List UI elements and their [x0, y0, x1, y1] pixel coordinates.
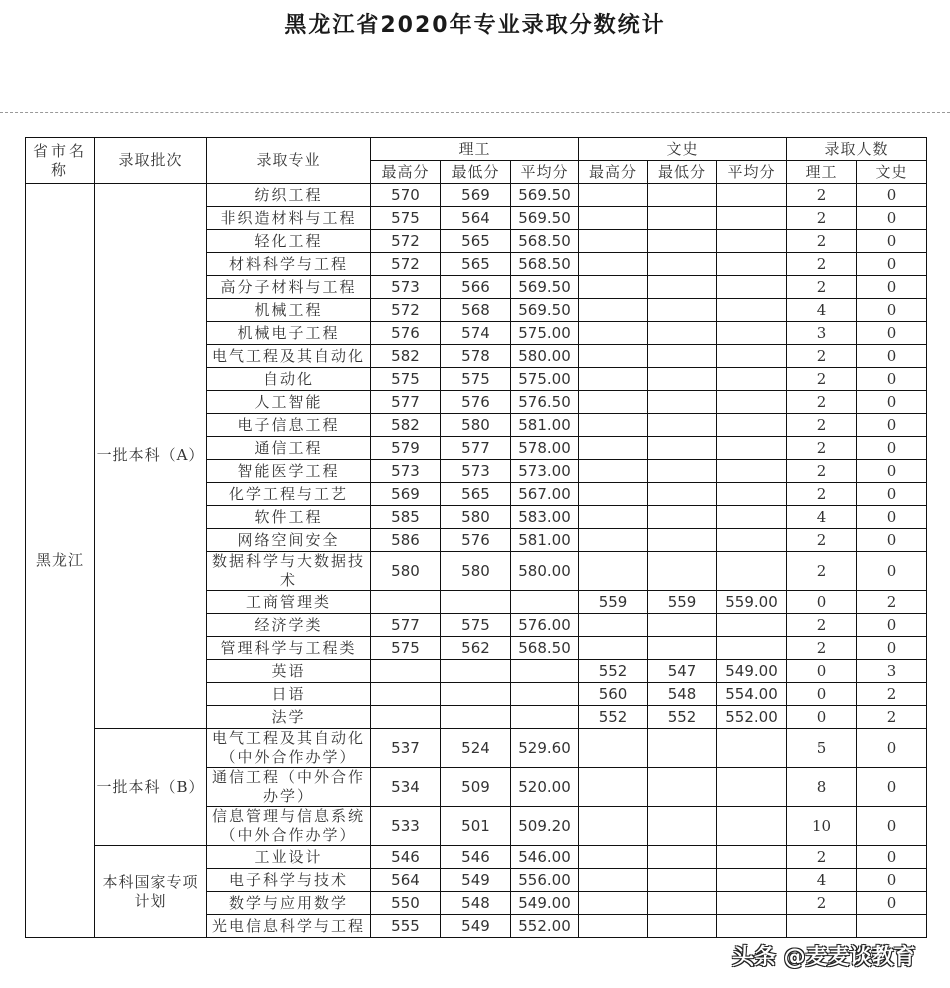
enroll-arts-cell: 0 — [857, 253, 927, 276]
enroll-science-cell: 8 — [787, 768, 857, 807]
science-max-cell — [371, 591, 441, 614]
science-max-cell: 569 — [371, 483, 441, 506]
arts-avg-cell — [717, 322, 787, 345]
arts-avg-cell — [717, 207, 787, 230]
enroll-science-cell: 2 — [787, 276, 857, 299]
science-min-cell: 565 — [441, 253, 511, 276]
major-cell: 数学与应用数学 — [207, 892, 371, 915]
header-enroll-group: 录取人数 — [787, 138, 927, 161]
science-avg-cell: 576.00 — [511, 614, 579, 637]
science-max-cell: 577 — [371, 614, 441, 637]
enroll-science-cell: 0 — [787, 683, 857, 706]
science-avg-cell: 549.00 — [511, 892, 579, 915]
enroll-arts-cell: 0 — [857, 322, 927, 345]
enroll-science-cell — [787, 915, 857, 938]
science-max-cell: 586 — [371, 529, 441, 552]
arts-avg-cell — [717, 253, 787, 276]
science-max-cell: 572 — [371, 230, 441, 253]
science-avg-cell: 581.00 — [511, 414, 579, 437]
science-min-cell: 576 — [441, 529, 511, 552]
enroll-science-cell: 4 — [787, 869, 857, 892]
major-cell: 网络空间安全 — [207, 529, 371, 552]
science-min-cell: 578 — [441, 345, 511, 368]
science-max-cell — [371, 683, 441, 706]
enroll-arts-cell: 0 — [857, 892, 927, 915]
arts-min-cell — [648, 637, 717, 660]
enroll-science-cell: 0 — [787, 706, 857, 729]
major-cell: 经济学类 — [207, 614, 371, 637]
header-arts-max: 最高分 — [579, 161, 648, 184]
enroll-science-cell: 0 — [787, 660, 857, 683]
science-avg-cell: 552.00 — [511, 915, 579, 938]
enroll-arts-cell: 0 — [857, 368, 927, 391]
science-min-cell — [441, 591, 511, 614]
science-min-cell — [441, 706, 511, 729]
major-cell: 轻化工程 — [207, 230, 371, 253]
science-avg-cell: 529.60 — [511, 729, 579, 768]
science-avg-cell — [511, 706, 579, 729]
arts-max-cell — [579, 637, 648, 660]
science-avg-cell — [511, 683, 579, 706]
science-min-cell: 577 — [441, 437, 511, 460]
enroll-arts-cell: 3 — [857, 660, 927, 683]
science-min-cell: 576 — [441, 391, 511, 414]
major-cell: 智能医学工程 — [207, 460, 371, 483]
science-max-cell: 570 — [371, 184, 441, 207]
major-cell: 工商管理类 — [207, 591, 371, 614]
arts-avg-cell: 559.00 — [717, 591, 787, 614]
arts-min-cell: 547 — [648, 660, 717, 683]
arts-min-cell: 559 — [648, 591, 717, 614]
science-min-cell — [441, 683, 511, 706]
arts-max-cell — [579, 368, 648, 391]
arts-max-cell — [579, 869, 648, 892]
science-max-cell: 534 — [371, 768, 441, 807]
arts-avg-cell — [717, 614, 787, 637]
science-min-cell: 569 — [441, 184, 511, 207]
enroll-science-cell: 10 — [787, 807, 857, 846]
arts-min-cell — [648, 322, 717, 345]
arts-max-cell — [579, 846, 648, 869]
arts-min-cell — [648, 869, 717, 892]
science-avg-cell: 567.00 — [511, 483, 579, 506]
arts-max-cell — [579, 276, 648, 299]
major-cell: 电子科学与技术 — [207, 869, 371, 892]
science-avg-cell: 575.00 — [511, 322, 579, 345]
major-cell: 数据科学与大数据技术 — [207, 552, 371, 591]
enroll-arts-cell: 0 — [857, 483, 927, 506]
enroll-science-cell: 2 — [787, 253, 857, 276]
science-max-cell: 575 — [371, 207, 441, 230]
major-cell: 电子信息工程 — [207, 414, 371, 437]
major-cell: 电气工程及其自动化（中外合作办学） — [207, 729, 371, 768]
science-max-cell: 575 — [371, 637, 441, 660]
science-avg-cell: 573.00 — [511, 460, 579, 483]
science-min-cell: 580 — [441, 506, 511, 529]
arts-min-cell — [648, 846, 717, 869]
enroll-arts-cell: 0 — [857, 807, 927, 846]
science-avg-cell — [511, 660, 579, 683]
arts-min-cell — [648, 552, 717, 591]
arts-min-cell — [648, 768, 717, 807]
arts-avg-cell — [717, 368, 787, 391]
science-avg-cell: 509.20 — [511, 807, 579, 846]
header-province: 省市名称 — [26, 138, 95, 184]
enroll-arts-cell: 0 — [857, 637, 927, 660]
science-min-cell: 562 — [441, 637, 511, 660]
science-max-cell: 572 — [371, 299, 441, 322]
arts-avg-cell — [717, 345, 787, 368]
arts-avg-cell — [717, 414, 787, 437]
science-max-cell: 577 — [371, 391, 441, 414]
science-max-cell: 579 — [371, 437, 441, 460]
arts-min-cell — [648, 207, 717, 230]
enroll-science-cell: 5 — [787, 729, 857, 768]
science-min-cell: 575 — [441, 368, 511, 391]
arts-min-cell — [648, 368, 717, 391]
science-avg-cell: 578.00 — [511, 437, 579, 460]
science-max-cell: 585 — [371, 506, 441, 529]
enroll-arts-cell: 0 — [857, 230, 927, 253]
arts-max-cell — [579, 414, 648, 437]
header-science-min: 最低分 — [441, 161, 511, 184]
table-row — [26, 184, 927, 207]
enroll-arts-cell: 0 — [857, 345, 927, 368]
header-enroll-arts: 文史 — [857, 161, 927, 184]
arts-max-cell — [579, 345, 648, 368]
arts-min-cell: 548 — [648, 683, 717, 706]
major-cell: 工业设计 — [207, 846, 371, 869]
enroll-science-cell: 2 — [787, 345, 857, 368]
enroll-arts-cell: 2 — [857, 591, 927, 614]
science-min-cell: 575 — [441, 614, 511, 637]
science-min-cell: 566 — [441, 276, 511, 299]
enroll-science-cell: 2 — [787, 846, 857, 869]
arts-min-cell — [648, 391, 717, 414]
arts-min-cell — [648, 483, 717, 506]
arts-min-cell — [648, 276, 717, 299]
science-avg-cell: 568.50 — [511, 253, 579, 276]
major-cell: 通信工程（中外合作办学） — [207, 768, 371, 807]
arts-avg-cell: 552.00 — [717, 706, 787, 729]
major-cell: 化学工程与工艺 — [207, 483, 371, 506]
science-avg-cell: 568.50 — [511, 637, 579, 660]
arts-max-cell — [579, 506, 648, 529]
science-min-cell: 580 — [441, 552, 511, 591]
table-row — [26, 729, 927, 768]
major-cell: 信息管理与信息系统（中外合作办学） — [207, 807, 371, 846]
header-science-group: 理工 — [371, 138, 579, 161]
arts-avg-cell: 549.00 — [717, 660, 787, 683]
arts-avg-cell — [717, 552, 787, 591]
science-min-cell: 501 — [441, 807, 511, 846]
arts-max-cell — [579, 768, 648, 807]
arts-min-cell — [648, 184, 717, 207]
science-avg-cell: 575.00 — [511, 368, 579, 391]
header-enroll-science: 理工 — [787, 161, 857, 184]
enroll-arts-cell: 2 — [857, 706, 927, 729]
science-max-cell: 582 — [371, 414, 441, 437]
arts-max-cell: 560 — [579, 683, 648, 706]
enroll-science-cell: 2 — [787, 391, 857, 414]
enroll-science-cell: 0 — [787, 591, 857, 614]
arts-max-cell — [579, 322, 648, 345]
arts-max-cell — [579, 483, 648, 506]
arts-max-cell — [579, 207, 648, 230]
enroll-science-cell: 4 — [787, 299, 857, 322]
enroll-arts-cell: 0 — [857, 552, 927, 591]
arts-avg-cell — [717, 437, 787, 460]
science-min-cell: 548 — [441, 892, 511, 915]
science-max-cell: 550 — [371, 892, 441, 915]
science-avg-cell — [511, 591, 579, 614]
science-avg-cell: 583.00 — [511, 506, 579, 529]
header-major: 录取专业 — [207, 138, 371, 184]
watermark: 头条 @麦麦谈教育 — [732, 945, 916, 970]
science-max-cell: 546 — [371, 846, 441, 869]
dashed-divider — [0, 112, 950, 113]
science-min-cell: 509 — [441, 768, 511, 807]
enroll-science-cell: 2 — [787, 529, 857, 552]
science-max-cell: 537 — [371, 729, 441, 768]
science-avg-cell: 569.50 — [511, 184, 579, 207]
science-max-cell — [371, 660, 441, 683]
enroll-science-cell: 2 — [787, 437, 857, 460]
science-min-cell: 573 — [441, 460, 511, 483]
enroll-arts-cell: 0 — [857, 846, 927, 869]
science-min-cell: 524 — [441, 729, 511, 768]
enroll-science-cell: 2 — [787, 184, 857, 207]
science-avg-cell: 581.00 — [511, 529, 579, 552]
province-cell: 黑龙江 — [26, 184, 95, 938]
enroll-science-cell: 2 — [787, 368, 857, 391]
enroll-science-cell: 2 — [787, 483, 857, 506]
science-min-cell — [441, 660, 511, 683]
major-cell: 软件工程 — [207, 506, 371, 529]
science-max-cell: 564 — [371, 869, 441, 892]
arts-max-cell: 559 — [579, 591, 648, 614]
arts-max-cell — [579, 729, 648, 768]
science-min-cell: 546 — [441, 846, 511, 869]
science-min-cell: 574 — [441, 322, 511, 345]
arts-max-cell — [579, 299, 648, 322]
enroll-science-cell: 3 — [787, 322, 857, 345]
arts-min-cell — [648, 892, 717, 915]
arts-avg-cell — [717, 506, 787, 529]
arts-min-cell — [648, 807, 717, 846]
arts-min-cell — [648, 460, 717, 483]
arts-avg-cell — [717, 391, 787, 414]
arts-min-cell — [648, 729, 717, 768]
science-max-cell: 575 — [371, 368, 441, 391]
science-max-cell: 576 — [371, 322, 441, 345]
enroll-science-cell: 2 — [787, 460, 857, 483]
enroll-arts-cell: 0 — [857, 299, 927, 322]
arts-max-cell — [579, 529, 648, 552]
enroll-arts-cell: 0 — [857, 506, 927, 529]
enroll-arts-cell: 0 — [857, 414, 927, 437]
enroll-science-cell: 2 — [787, 230, 857, 253]
science-min-cell: 565 — [441, 483, 511, 506]
table-body — [26, 184, 927, 938]
enroll-arts-cell: 0 — [857, 869, 927, 892]
arts-avg-cell — [717, 637, 787, 660]
batch-cell: 本科国家专项计划 — [95, 846, 207, 938]
arts-min-cell — [648, 299, 717, 322]
arts-max-cell: 552 — [579, 706, 648, 729]
arts-min-cell — [648, 253, 717, 276]
science-max-cell: 582 — [371, 345, 441, 368]
batch-cell: 一批本科（B） — [95, 729, 207, 846]
science-avg-cell: 556.00 — [511, 869, 579, 892]
arts-avg-cell — [717, 483, 787, 506]
enroll-arts-cell: 0 — [857, 276, 927, 299]
arts-avg-cell — [717, 892, 787, 915]
major-cell: 通信工程 — [207, 437, 371, 460]
arts-min-cell — [648, 529, 717, 552]
arts-avg-cell — [717, 529, 787, 552]
arts-avg-cell — [717, 276, 787, 299]
arts-avg-cell — [717, 230, 787, 253]
science-avg-cell: 569.50 — [511, 299, 579, 322]
enroll-arts-cell: 0 — [857, 184, 927, 207]
enroll-science-cell: 2 — [787, 414, 857, 437]
science-max-cell: 573 — [371, 460, 441, 483]
arts-avg-cell — [717, 846, 787, 869]
enroll-arts-cell: 0 — [857, 729, 927, 768]
major-cell: 纺织工程 — [207, 184, 371, 207]
major-cell: 人工智能 — [207, 391, 371, 414]
enroll-arts-cell: 0 — [857, 768, 927, 807]
arts-min-cell — [648, 614, 717, 637]
science-min-cell: 568 — [441, 299, 511, 322]
major-cell: 日语 — [207, 683, 371, 706]
arts-avg-cell — [717, 869, 787, 892]
arts-avg-cell — [717, 460, 787, 483]
header-row-1 — [26, 138, 927, 161]
arts-avg-cell — [717, 915, 787, 938]
science-avg-cell: 546.00 — [511, 846, 579, 869]
science-avg-cell: 569.50 — [511, 276, 579, 299]
science-max-cell: 533 — [371, 807, 441, 846]
page-title: 黑龙江省2020年专业录取分数统计 — [284, 13, 666, 38]
arts-avg-cell — [717, 184, 787, 207]
header-science-avg: 平均分 — [511, 161, 579, 184]
arts-max-cell — [579, 253, 648, 276]
arts-max-cell — [579, 807, 648, 846]
arts-avg-cell: 554.00 — [717, 683, 787, 706]
major-cell: 高分子材料与工程 — [207, 276, 371, 299]
science-min-cell: 549 — [441, 915, 511, 938]
science-avg-cell: 520.00 — [511, 768, 579, 807]
enroll-arts-cell: 2 — [857, 683, 927, 706]
enroll-arts-cell: 0 — [857, 391, 927, 414]
table-row — [26, 846, 927, 869]
arts-max-cell — [579, 437, 648, 460]
enroll-arts-cell: 0 — [857, 460, 927, 483]
science-min-cell: 564 — [441, 207, 511, 230]
arts-max-cell — [579, 184, 648, 207]
enroll-science-cell: 2 — [787, 207, 857, 230]
header-arts-group: 文史 — [579, 138, 787, 161]
science-max-cell: 573 — [371, 276, 441, 299]
science-max-cell: 555 — [371, 915, 441, 938]
arts-avg-cell — [717, 299, 787, 322]
arts-max-cell — [579, 915, 648, 938]
science-avg-cell: 569.50 — [511, 207, 579, 230]
arts-avg-cell — [717, 729, 787, 768]
arts-max-cell — [579, 460, 648, 483]
arts-min-cell — [648, 230, 717, 253]
enroll-science-cell: 2 — [787, 637, 857, 660]
arts-min-cell — [648, 345, 717, 368]
enroll-arts-cell: 0 — [857, 437, 927, 460]
science-avg-cell: 568.50 — [511, 230, 579, 253]
science-avg-cell: 580.00 — [511, 552, 579, 591]
arts-max-cell — [579, 892, 648, 915]
arts-min-cell — [648, 437, 717, 460]
science-avg-cell: 580.00 — [511, 345, 579, 368]
science-max-cell: 572 — [371, 253, 441, 276]
major-cell: 机械工程 — [207, 299, 371, 322]
arts-max-cell — [579, 391, 648, 414]
science-min-cell: 580 — [441, 414, 511, 437]
arts-avg-cell — [717, 807, 787, 846]
science-min-cell: 565 — [441, 230, 511, 253]
enroll-arts-cell: 0 — [857, 529, 927, 552]
major-cell: 法学 — [207, 706, 371, 729]
enroll-science-cell: 2 — [787, 614, 857, 637]
header-batch: 录取批次 — [95, 138, 207, 184]
arts-max-cell — [579, 552, 648, 591]
arts-max-cell — [579, 230, 648, 253]
arts-max-cell — [579, 614, 648, 637]
major-cell: 管理科学与工程类 — [207, 637, 371, 660]
science-avg-cell: 576.50 — [511, 391, 579, 414]
header-science-max: 最高分 — [371, 161, 441, 184]
arts-max-cell: 552 — [579, 660, 648, 683]
science-min-cell: 549 — [441, 869, 511, 892]
batch-cell: 一批本科（A） — [95, 184, 207, 729]
arts-min-cell — [648, 506, 717, 529]
major-cell: 电气工程及其自动化 — [207, 345, 371, 368]
major-cell: 材料科学与工程 — [207, 253, 371, 276]
arts-min-cell — [648, 915, 717, 938]
major-cell: 英语 — [207, 660, 371, 683]
enroll-science-cell: 2 — [787, 892, 857, 915]
major-cell: 非织造材料与工程 — [207, 207, 371, 230]
header-arts-avg: 平均分 — [717, 161, 787, 184]
arts-min-cell: 552 — [648, 706, 717, 729]
arts-avg-cell — [717, 768, 787, 807]
header-arts-min: 最低分 — [648, 161, 717, 184]
enroll-arts-cell: 0 — [857, 207, 927, 230]
enroll-science-cell: 2 — [787, 552, 857, 591]
admission-score-table — [25, 137, 927, 938]
science-max-cell: 580 — [371, 552, 441, 591]
major-cell: 光电信息科学与工程 — [207, 915, 371, 938]
enroll-science-cell: 4 — [787, 506, 857, 529]
enroll-arts-cell: 0 — [857, 614, 927, 637]
major-cell: 自动化 — [207, 368, 371, 391]
arts-min-cell — [648, 414, 717, 437]
major-cell: 机械电子工程 — [207, 322, 371, 345]
science-max-cell — [371, 706, 441, 729]
enroll-arts-cell — [857, 915, 927, 938]
